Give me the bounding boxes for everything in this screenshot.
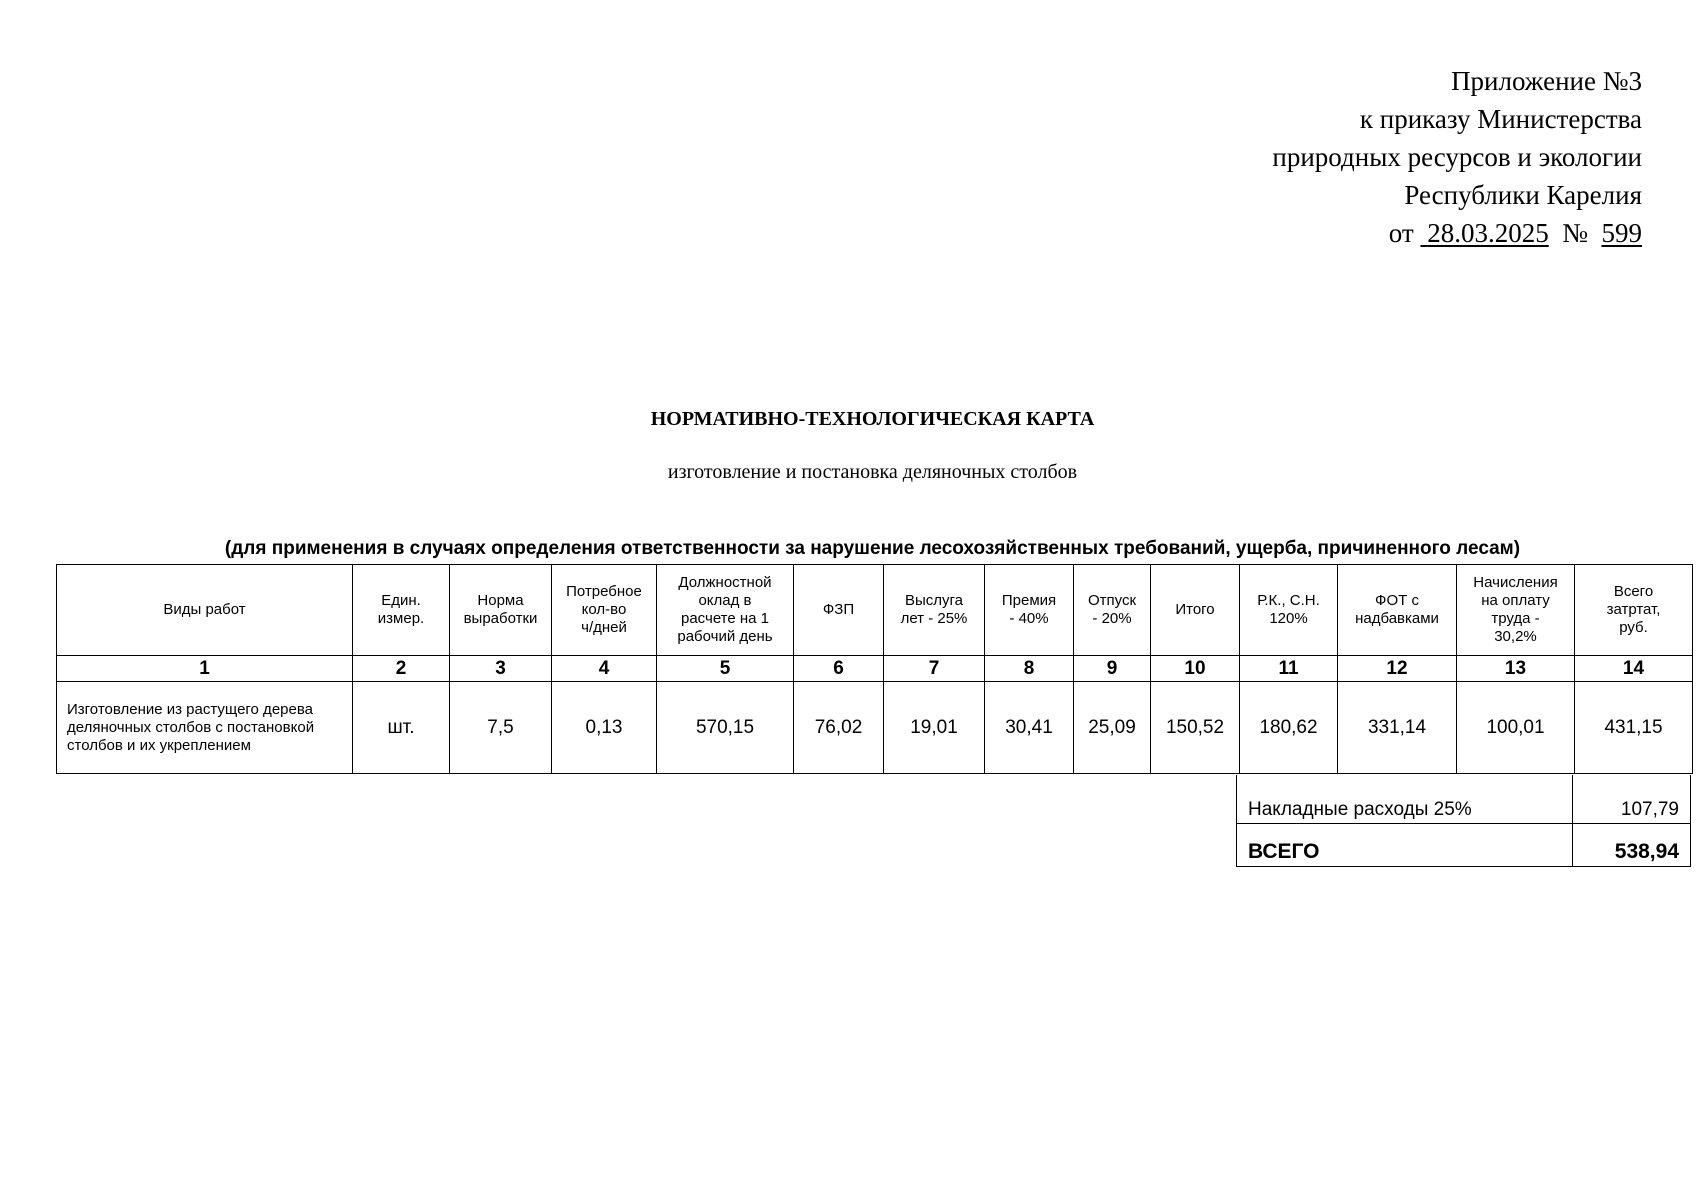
column-number: 7 (884, 656, 985, 682)
appendix-header (1272, 62, 1642, 252)
number-prefix: № (1562, 218, 1588, 248)
column-header: Р.К., С.Н. 120% (1240, 565, 1338, 656)
appendix-number: Приложение №3 (1451, 66, 1642, 96)
document-purpose: (для применения в случаях определения ответственности за нарушение лесохозяйственных требований, ущерба, причиненного лесам) (224, 538, 1521, 559)
column-number: 6 (794, 656, 884, 682)
table-cell: 19,01 (884, 682, 985, 774)
column-number: 8 (985, 656, 1074, 682)
column-header: Виды работ (57, 565, 353, 656)
table-cell: 331,14 (1338, 682, 1457, 774)
column-number: 1 (57, 656, 353, 682)
table-cell: 150,52 (1151, 682, 1240, 774)
order-date: 28.03.2025 (1427, 218, 1549, 248)
column-header: Премия - 40% (985, 565, 1074, 656)
column-number: 11 (1240, 656, 1338, 682)
totals-table (1236, 775, 1691, 867)
document-subtitle: изготовление и постановка деляночных столбов (667, 461, 1078, 483)
total-label: ВСЕГО (1237, 824, 1573, 867)
column-header: Отпуск - 20% (1074, 565, 1151, 656)
column-number: 9 (1074, 656, 1151, 682)
column-number-row (57, 656, 1693, 682)
document-title: НОРМАТИВНО-ТЕХНОЛОГИЧЕСКАЯ КАРТА (650, 408, 1095, 430)
table-cell: 100,01 (1457, 682, 1575, 774)
norm-table (56, 564, 1693, 774)
table-cell: 431,15 (1575, 682, 1693, 774)
column-number: 5 (657, 656, 794, 682)
column-number: 13 (1457, 656, 1575, 682)
column-header: Норма выработки (450, 565, 552, 656)
column-header: Начисления на оплату труда - 30,2% (1457, 565, 1575, 656)
table-cell: 30,41 (985, 682, 1074, 774)
column-header: Всего затртат, руб. (1575, 565, 1693, 656)
column-header: ФОТ с надбавками (1338, 565, 1457, 656)
appendix-date-line (1272, 214, 1642, 252)
table-row (57, 682, 1693, 774)
column-header: Должностной оклад в расчете на 1 рабочий день (657, 565, 794, 656)
column-header: ФЗП (794, 565, 884, 656)
work-description-cell: Изготовление из растущего дерева деляночных столбов с постановкой столбов и их укреплением (57, 682, 353, 774)
column-number: 14 (1575, 656, 1693, 682)
column-number: 2 (353, 656, 450, 682)
total-row (1237, 824, 1691, 867)
appendix-ministry-line: природных ресурсов и экологии (1272, 142, 1642, 172)
total-value: 538,94 (1573, 824, 1691, 867)
overhead-row (1237, 775, 1691, 824)
table-cell: 7,5 (450, 682, 552, 774)
column-number: 4 (552, 656, 657, 682)
column-header: Итого (1151, 565, 1240, 656)
date-prefix: от (1388, 218, 1414, 248)
overhead-label: Накладные расходы 25% (1237, 775, 1573, 824)
column-header: Выслуга лет - 25% (884, 565, 985, 656)
table-header-row (57, 565, 1693, 656)
order-number: 599 (1601, 218, 1642, 248)
table-cell: шт. (353, 682, 450, 774)
column-number: 3 (450, 656, 552, 682)
table-cell: 0,13 (552, 682, 657, 774)
table-cell: 76,02 (794, 682, 884, 774)
appendix-republic-line: Республики Карелия (1404, 180, 1642, 210)
table-cell: 570,15 (657, 682, 794, 774)
table-cell: 180,62 (1240, 682, 1338, 774)
column-number: 10 (1151, 656, 1240, 682)
appendix-order-line: к приказу Министерства (1359, 104, 1642, 134)
column-header: Един. измер. (353, 565, 450, 656)
table-cell: 25,09 (1074, 682, 1151, 774)
column-number: 12 (1338, 656, 1457, 682)
column-header: Потребное кол-во ч/дней (552, 565, 657, 656)
overhead-value: 107,79 (1573, 775, 1691, 824)
